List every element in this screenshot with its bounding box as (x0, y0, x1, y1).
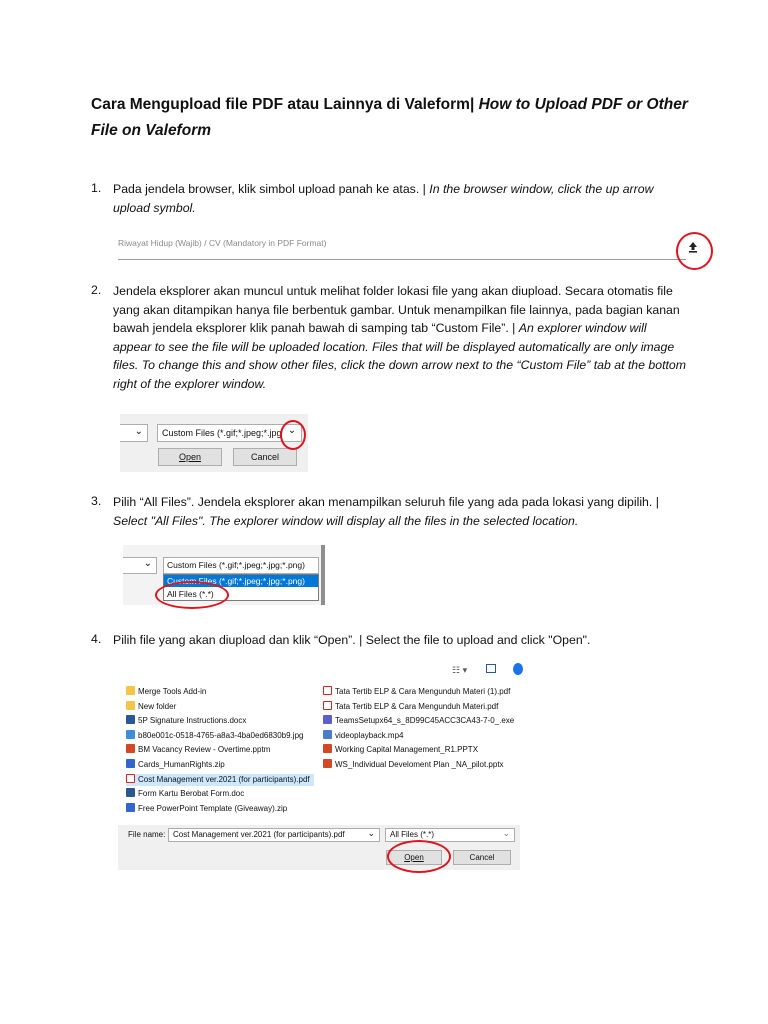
file-name: videoplayback.mp4 (335, 730, 404, 740)
pdf-file-icon (323, 686, 332, 695)
file-item[interactable] (126, 730, 303, 742)
chevron-down-icon[interactable]: ⌄ (287, 425, 297, 436)
page-title (91, 92, 691, 144)
pdf-file-icon (323, 701, 332, 710)
file-name: Free PowerPoint Template (Giveaway).zip (138, 803, 288, 813)
view-options-icon[interactable]: ☷ ▾ (452, 665, 468, 675)
file-name: BM Vacancy Review - Overtime.pptm (138, 745, 271, 755)
title-main: Cara Mengupload file PDF atau Lainnya di Valeform| (91, 96, 479, 113)
file-item[interactable] (126, 686, 206, 698)
step-2-number: 2. (91, 283, 102, 297)
preview-pane-icon[interactable] (486, 664, 496, 673)
file-item[interactable] (126, 788, 244, 800)
file-item[interactable] (323, 701, 498, 713)
file-name: b80e001c-0518-4765-a8a3-4ba0ed6830b9.jpg (138, 730, 304, 740)
title-italic: How to Upload PDF or Other File on Valeform (91, 96, 688, 139)
file-name: Merge Tools Add-in (138, 687, 207, 696)
word-file-icon (126, 788, 135, 797)
file-name: Form Kartu Berobat Form.doc (138, 789, 245, 799)
field-underline (118, 259, 686, 260)
highlight-circle (155, 581, 229, 609)
file-item[interactable] (126, 803, 287, 815)
file-name: Cards_HumanRights.zip (138, 760, 225, 769)
explorer-toolbar (118, 660, 520, 682)
file-name: Tata Tertib ELP & Cara Mengunduh Materi (1).pdf (335, 687, 511, 696)
file-name: Working Capital Management_R1.PPTX (335, 745, 479, 755)
dialog-snippet-1 (120, 414, 308, 472)
highlight-circle (676, 232, 713, 270)
filter-select[interactable] (163, 557, 319, 574)
file-name: Tata Tertib ELP & Cara Mengunduh Materi.pdf (335, 701, 499, 711)
step-1-text: Pada jendela browser, klik simbol upload panah ke atas. | In the browser window, click the up arrow upload symbol. (113, 182, 654, 215)
step-1-number: 1. (91, 181, 102, 195)
cancel-button[interactable]: Cancel (453, 850, 511, 865)
ppt-file-icon (126, 744, 135, 753)
exe-file-icon (323, 715, 332, 724)
file-item[interactable] (126, 774, 314, 786)
zip-file-icon (126, 759, 135, 768)
filter-select-text: Custom Files (*.gif;*.jpeg;*.jpg;*.png) (167, 560, 305, 570)
chevron-down-icon: ⌄ (367, 828, 375, 838)
file-item[interactable] (323, 715, 514, 727)
highlight-circle (280, 420, 306, 450)
step-4-text: Pilih file yang akan diupload dan klik “Open”. | Select the file to upload and click "Open". (113, 633, 591, 647)
file-name: WS_Individual Develoment Plan _NA_pilot.pptx (335, 760, 504, 769)
help-icon[interactable] (513, 663, 523, 675)
filename-input-text: Cost Management ver.2021 (for participants).pdf (173, 830, 345, 839)
file-item[interactable] (126, 715, 246, 727)
file-item[interactable] (126, 701, 176, 713)
file-item[interactable] (323, 744, 478, 756)
file-name: TeamsSetupx64_s_8D99C45ACC3CA43-7-0_.exe (335, 716, 515, 726)
filter-select[interactable] (385, 828, 515, 842)
cancel-button[interactable]: Cancel (233, 448, 297, 466)
file-item[interactable] (323, 686, 510, 698)
word-file-icon (126, 715, 135, 724)
step-3-number: 3. (91, 494, 102, 508)
option-custom-files[interactable]: Custom Files (*.gif;*.jpeg;*.jpg;*.png) (164, 575, 318, 587)
filename-label: File name: (128, 830, 166, 839)
file-item[interactable] (323, 730, 403, 742)
explorer-footer (118, 825, 520, 870)
file-item[interactable] (126, 744, 270, 756)
path-dropdown[interactable]: ⌄ (120, 424, 148, 442)
file-name: 5P Signature Instructions.docx (138, 716, 247, 726)
filter-select-text: All Files (*.*) (390, 830, 435, 839)
file-item[interactable] (323, 759, 504, 771)
file-name: Cost Management ver.2021 (for participants).pdf (138, 774, 310, 784)
file-item[interactable] (126, 759, 225, 771)
folder-file-icon (126, 701, 135, 710)
filter-select-text: Custom Files (*.gif;*.jpeg;*.jpg (162, 428, 282, 438)
scrollbar[interactable] (321, 545, 325, 605)
open-button[interactable]: Open (158, 448, 222, 466)
folder-file-icon (126, 686, 135, 695)
option-all-files[interactable]: All Files (*.*) (167, 589, 214, 599)
step-4-number: 4. (91, 632, 102, 646)
img-file-icon (126, 730, 135, 739)
ppt-file-icon (323, 759, 332, 768)
highlight-circle (387, 840, 451, 873)
chevron-down-icon: ⌄ (502, 828, 510, 838)
filename-input[interactable] (168, 828, 380, 842)
step-2-text: Jendela eksplorer akan muncul untuk melihat folder lokasi file yang akan diupload. Secara otomatis file yang akan ditampikan hanya file berbentuk gambar. Untuk menampilkan file lainnya, pada bagian kanan bawah jendela eksplorer klik panah bawah di samping tab “Custom File”. | An explorer window will appear to see the file will be uploaded location. Files that will be displayed automatically are only image files. To change this and show other files, click the down arrow next to the “Custom File” tab at the bottom right of the explorer window. (113, 284, 686, 391)
vid-file-icon (323, 730, 332, 739)
cv-field-label: Riwayat Hidup (Wajib) / CV (Mandatory in PDF Format) (118, 238, 327, 248)
file-name: New folder (138, 701, 177, 711)
path-dropdown[interactable]: ⌄ (123, 557, 157, 574)
ppt-file-icon (323, 744, 332, 753)
step-3-text: Pilih “All Files”. Jendela eksplorer akan menampilkan seluruh file yang ada pada lokasi yang dipilih. | Select "All Files". The explorer window will display all the files in the selected location. (113, 495, 659, 528)
zip-file-icon (126, 803, 135, 812)
pdf-file-icon (126, 774, 135, 783)
file-explorer-dialog (118, 660, 520, 870)
open-button[interactable]: Open (386, 850, 442, 865)
